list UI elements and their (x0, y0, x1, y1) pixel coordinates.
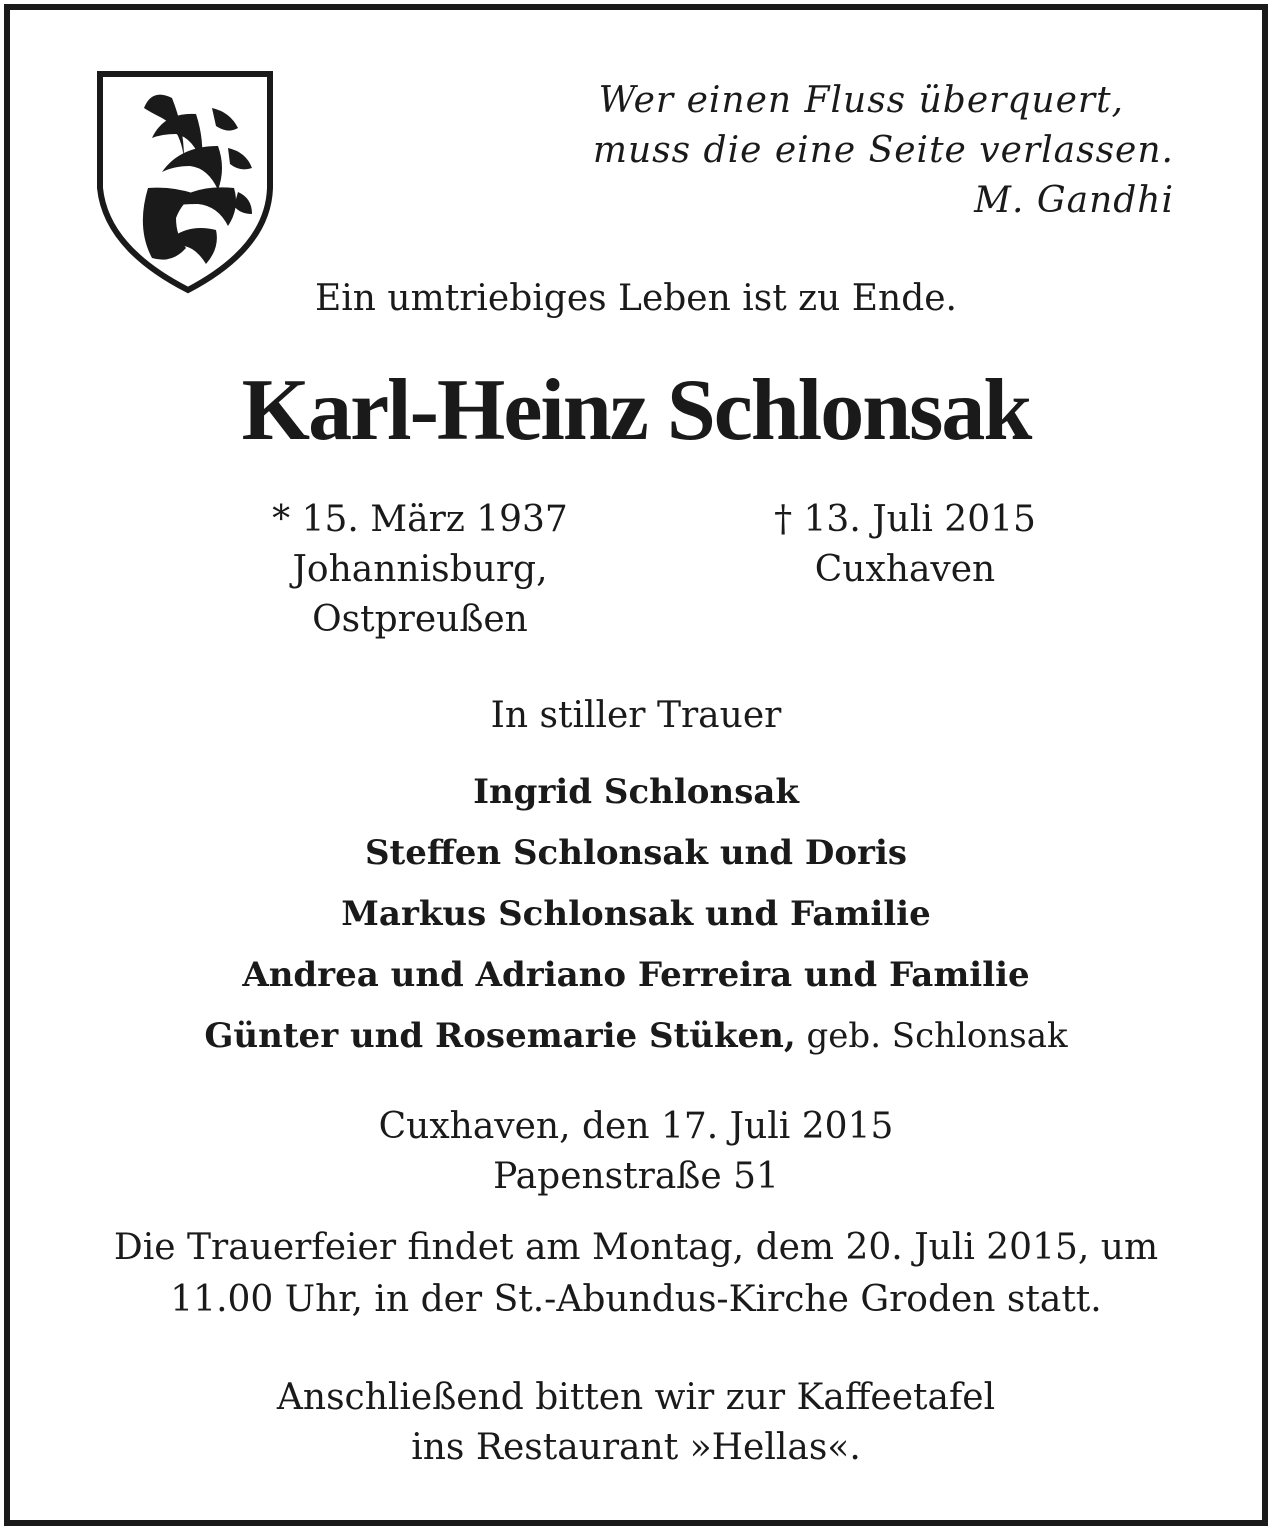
address-line: Papenstraße 51 (493, 1156, 779, 1197)
death-place: Cuxhaven (814, 549, 996, 590)
coffee-line: ins Restaurant »Hellas«. (411, 1427, 861, 1468)
mourner-name: Steffen Schlonsak und Doris (364, 833, 908, 873)
funeral-line: 11.00 Uhr, in der St.-Abundus-Kirche Groden statt. (170, 1279, 1102, 1320)
place-date-line: Cuxhaven, den 17. Juli 2015 (378, 1106, 894, 1147)
place-date (10, 1102, 1262, 1202)
funeral-line: Die Trauerfeier findet am Montag, dem 20. Juli 2015, um (113, 1227, 1159, 1268)
obituary-frame (4, 4, 1268, 1526)
mourner-name: Markus Schlonsak und Familie (341, 894, 931, 934)
birth-place-line: Ostpreußen (312, 599, 528, 640)
death-date: † 13. Juli 2015 (774, 499, 1036, 540)
birth-info (260, 495, 580, 645)
quote-line: muss die eine Seite verlassen. (592, 130, 1174, 171)
mourner-name: Andrea und Adriano Ferreira und Familie (242, 955, 1030, 995)
deceased-name: Karl-Heinz Schlonsak (241, 362, 1031, 459)
coffee-line: Anschließend bitten wir zur Kaffeetafel (276, 1377, 996, 1418)
coffee-invitation (10, 1373, 1262, 1473)
eagle-wing-crest-icon (92, 68, 276, 294)
birth-date: * 15. März 1937 (272, 499, 568, 540)
funeral-info (10, 1222, 1262, 1326)
mourner-note: geb. Schlonsak (795, 1016, 1068, 1056)
epigraph-quote (593, 76, 1174, 226)
death-info (750, 495, 1060, 595)
birth-place-line: Johannisburg, (292, 549, 548, 590)
mourning-line: In stiller Trauer (490, 695, 782, 736)
mourner-name: Günter und Rosemarie Stüken, (204, 1016, 796, 1056)
quote-line: Wer einen Fluss überquert, (598, 80, 1124, 121)
mourners-list (10, 762, 1262, 1067)
mourner-entry (10, 1006, 1262, 1067)
mourner-name: Ingrid Schlonsak (473, 772, 799, 812)
quote-author: M. Gandhi (974, 180, 1174, 221)
intro-line: Ein umtriebiges Leben ist zu Ende. (314, 278, 957, 319)
